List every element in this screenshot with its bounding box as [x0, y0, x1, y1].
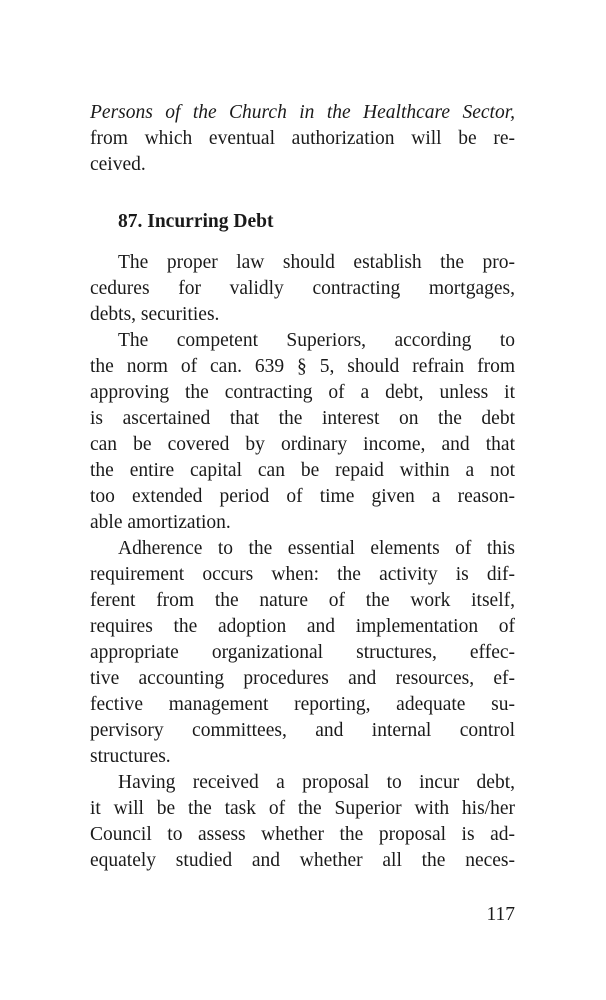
text-line: equately studied and whether all the neces-: [90, 850, 515, 871]
text-line: pervisory committees, and internal control: [90, 720, 515, 741]
text-line: can be covered by ordinary income, and that: [90, 434, 515, 455]
page-number: 117: [486, 904, 515, 925]
text-line: able amortization.: [90, 512, 231, 533]
text-line: from which eventual authorization will be re-: [90, 128, 515, 149]
text-line: The proper law should establish the pro-: [118, 252, 515, 273]
text-line: requires the adoption and implementation of: [90, 616, 515, 637]
text-line: it will be the task of the Superior with his/her: [90, 798, 515, 819]
text-line: Adherence to the essential elements of this: [118, 538, 515, 559]
section-heading: 87. Incurring Debt: [118, 211, 274, 232]
text-line: fective management reporting, adequate su-: [90, 694, 515, 715]
text-line: structures.: [90, 746, 171, 767]
text-line: the entire capital can be repaid within a not: [90, 460, 515, 481]
text-line: debts, securities.: [90, 304, 220, 325]
text-line: is ascertained that the interest on the debt: [90, 408, 515, 429]
text-line: Persons of the Church in the Healthcare Sector,: [90, 102, 515, 123]
text-line: approving the contracting of a debt, unless it: [90, 382, 515, 403]
text-line: too extended period of time given a reason-: [90, 486, 515, 507]
text-line: requirement occurs when: the activity is dif-: [90, 564, 515, 585]
text-line: tive accounting procedures and resources, ef-: [90, 668, 515, 689]
text-line: the norm of can. 639 § 5, should refrain from: [90, 356, 515, 377]
text-line: ceived.: [90, 154, 146, 175]
text-line: appropriate organizational structures, effec-: [90, 642, 515, 663]
text-line: The competent Superiors, according to: [118, 330, 515, 351]
text-line: Having received a proposal to incur debt,: [118, 772, 515, 793]
text-line: cedures for validly contracting mortgages,: [90, 278, 515, 299]
text-line: ferent from the nature of the work itself,: [90, 590, 515, 611]
text-line: Council to assess whether the proposal is ad-: [90, 824, 515, 845]
